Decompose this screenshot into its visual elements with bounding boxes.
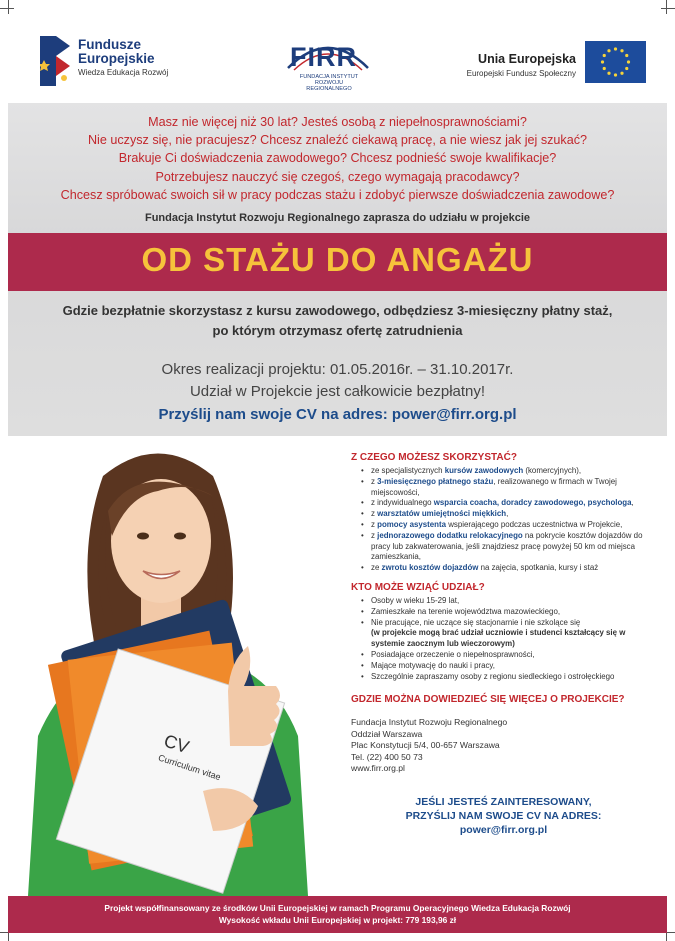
question-line: Chcesz spróbować swoich sił w pracy podczas stażu i zdobyć pierwsze doświadczenia zawodowe? <box>60 187 615 202</box>
period-line2: Udział w Projekcie jest całkowicie bezpłatny! <box>189 383 486 400</box>
eu-star-icon <box>625 54 628 57</box>
benefits-list <box>361 466 656 574</box>
list-item: • ze specjalistycznych kursów zawodowych (komercyjnych), <box>361 466 656 477</box>
list-item: • Zamieszkałe na terenie województwa mazowieckiego, <box>361 607 656 618</box>
crop-mark <box>661 8 675 9</box>
list-item: • z 3-miesięcznego płatnego stażu, realizowanego w firmach w Twojej miejscowości, <box>361 477 656 499</box>
eu-star-icon <box>607 72 610 75</box>
photo-woman-with-cv <box>8 436 338 896</box>
fundusze-europejskie-logo <box>40 36 210 96</box>
eu-star-icon <box>620 49 623 52</box>
question-line: Brakuje Ci doświadczenia zawodowego? Chcesz podnieść swoje kwalifikacje? <box>118 151 557 166</box>
address-line: Plac Konstytucji 5/4, 00-657 Warszawa <box>351 740 500 751</box>
description-line2: po którym otrzymasz ofertę zatrudnienia <box>212 323 463 338</box>
footer-line1: Projekt współfinansowany ze środków Unii Europejskiej w ramach Programu Operacyjnego Wiedza Edukacja Rozwój <box>104 903 571 913</box>
fe-logo-text <box>78 38 168 77</box>
woman-illustration <box>8 436 338 896</box>
eligibility-note: (w projekcie mogą brać udział uczniowie i studenci kształcący się w systemie zaocznym lub wieczorowym) <box>371 628 626 649</box>
list-item: • z warsztatów umiejętności miękkich, <box>361 509 656 520</box>
period-line1: Okres realizacji projektu: 01.05.2016r. – 31.10.2017r. <box>161 361 514 378</box>
list-item: • Nie pracujące, nie uczące się stacjonarnie i nie szkolące się (w projekcie mogą brać udział uczniowie i studenci kształcący się w systemie zaocznym lub wieczorowym) <box>361 618 656 650</box>
info-column <box>351 452 656 837</box>
firr-logo <box>280 34 376 94</box>
ue-logo-text <box>448 52 576 78</box>
invite-text: Fundacja Instytut Rozwoju Regionalnego zaprasza do udziału w projekcie <box>144 212 531 224</box>
eu-star-icon <box>603 54 606 57</box>
eu-star-icon <box>603 67 606 70</box>
list-item: • Mające motywację do nauki i pracy, <box>361 661 656 672</box>
question-line: Potrzebujesz nauczyć się czegoś, czego wymagają pracodawcy? <box>155 169 520 184</box>
eligibility-list <box>361 596 656 682</box>
firr-wordmark: FIRR <box>290 42 357 72</box>
eu-star-icon <box>614 47 617 50</box>
list-item: • z pomocy asystenta wspierającego podczas uczestnictwa w Projekcie, <box>361 520 656 531</box>
fe-title-line2: Europejskie <box>78 51 155 66</box>
cta-email-link[interactable]: power@firr.org.pl <box>459 823 548 836</box>
address-line: Fundacja Instytut Rozwoju Regionalnego <box>351 717 508 728</box>
cv-email-line: Przyślij nam swoje CV na adres: power@firr.org.pl <box>158 406 517 423</box>
firr-subtitle <box>294 74 364 92</box>
phone-line: Tel. (22) 400 50 73 <box>351 751 423 762</box>
fe-star-flag-icon <box>40 36 70 86</box>
project-description <box>8 301 667 341</box>
call-to-action <box>351 795 656 837</box>
ue-subtitle: Europejski Fundusz Społeczny <box>466 69 576 78</box>
section-title-benefits: Z CZEGO MOŻESZ SKORZYSTAĆ? <box>351 452 517 463</box>
question-line: Masz nie więcej niż 30 lat? Jesteś osobą z niepełnosprawnościami? <box>148 115 527 129</box>
funding-footer <box>8 896 667 933</box>
ue-title: Unia Europejska <box>478 52 576 66</box>
eu-star-icon <box>601 60 604 63</box>
eu-star-icon <box>614 73 617 76</box>
contact-address <box>351 717 656 775</box>
project-title: OD STAŻU DO ANGAŻU <box>141 241 534 278</box>
eu-flag-icon <box>585 41 646 83</box>
list-item: • z indywidualnego wsparcia coacha, doradcy zawodowego, psychologa, <box>361 498 656 509</box>
questions-block <box>8 113 667 204</box>
crop-mark <box>666 0 667 14</box>
list-item: • Osoby w wieku 15-29 lat, <box>361 596 656 607</box>
eu-star-icon <box>625 67 628 70</box>
firr-sub-line2: ROZWOJU REGIONALNEGO <box>306 80 352 92</box>
list-item: • Szczególnie zapraszamy osoby z regionu siedleckiego i ostrołęckiego <box>361 672 656 683</box>
website-link[interactable]: www.firr.org.pl <box>351 763 405 774</box>
cta-line2: PRZYŚLIJ NAM SWOJE CV NA ADRES: <box>405 809 602 822</box>
list-item: • Posiadające orzeczenie o niepełnosprawności, <box>361 650 656 661</box>
firr-sub-line1: FUNDACJA INSTYTUT <box>299 74 359 80</box>
cv-folder-title: CV <box>161 730 192 758</box>
eu-star-icon <box>620 72 623 75</box>
list-item: • ze zwrotu kosztów dojazdów na zajęcia, spotkania, kursy i staż <box>361 563 656 574</box>
question-line: Nie uczysz się, nie pracujesz? Chcesz znaleźć ciekawą pracę, a nie wiesz jak jej szukać? <box>87 133 588 148</box>
cta-line1: JEŚLI JESTEŚ ZAINTERESOWANY, <box>415 795 592 808</box>
footer-line2: Wysokość wkładu Unii Europejskiej w projekt: 779 193,96 zł <box>218 915 457 925</box>
crop-mark <box>8 0 9 14</box>
section-title-more-info: GDZIE MOŻNA DOWIEDZIEĆ SIĘ WIĘCEJ O PROJEKCIE? <box>351 694 625 706</box>
eu-star-icon <box>627 60 630 63</box>
description-line1: Gdzie bezpłatnie skorzystasz z kursu zawodowego, odbędziesz 3-miesięczny płatny staż, <box>62 303 613 318</box>
crop-mark <box>0 8 14 9</box>
project-period <box>8 359 667 403</box>
header <box>8 14 667 102</box>
list-item: • z jednorazowego dodatku relokacyjnego na pokrycie kosztów dojazdów do pracy lub zakwaterowania, jeśli znajdziesz pracę powyżej 50 km od miejsca zamieszkania, <box>361 531 656 563</box>
fe-subtitle: Wiedza Edukacja Rozwój <box>78 68 169 77</box>
cv-folder-subtitle: Curriculum vitae <box>157 752 222 783</box>
eu-star-icon <box>607 49 610 52</box>
address-line: Oddział Warszawa <box>351 728 423 739</box>
section-title-eligibility: KTO MOŻE WZIĄĆ UDZIAŁ? <box>351 581 485 593</box>
fe-title-line1: Fundusze <box>78 37 141 52</box>
